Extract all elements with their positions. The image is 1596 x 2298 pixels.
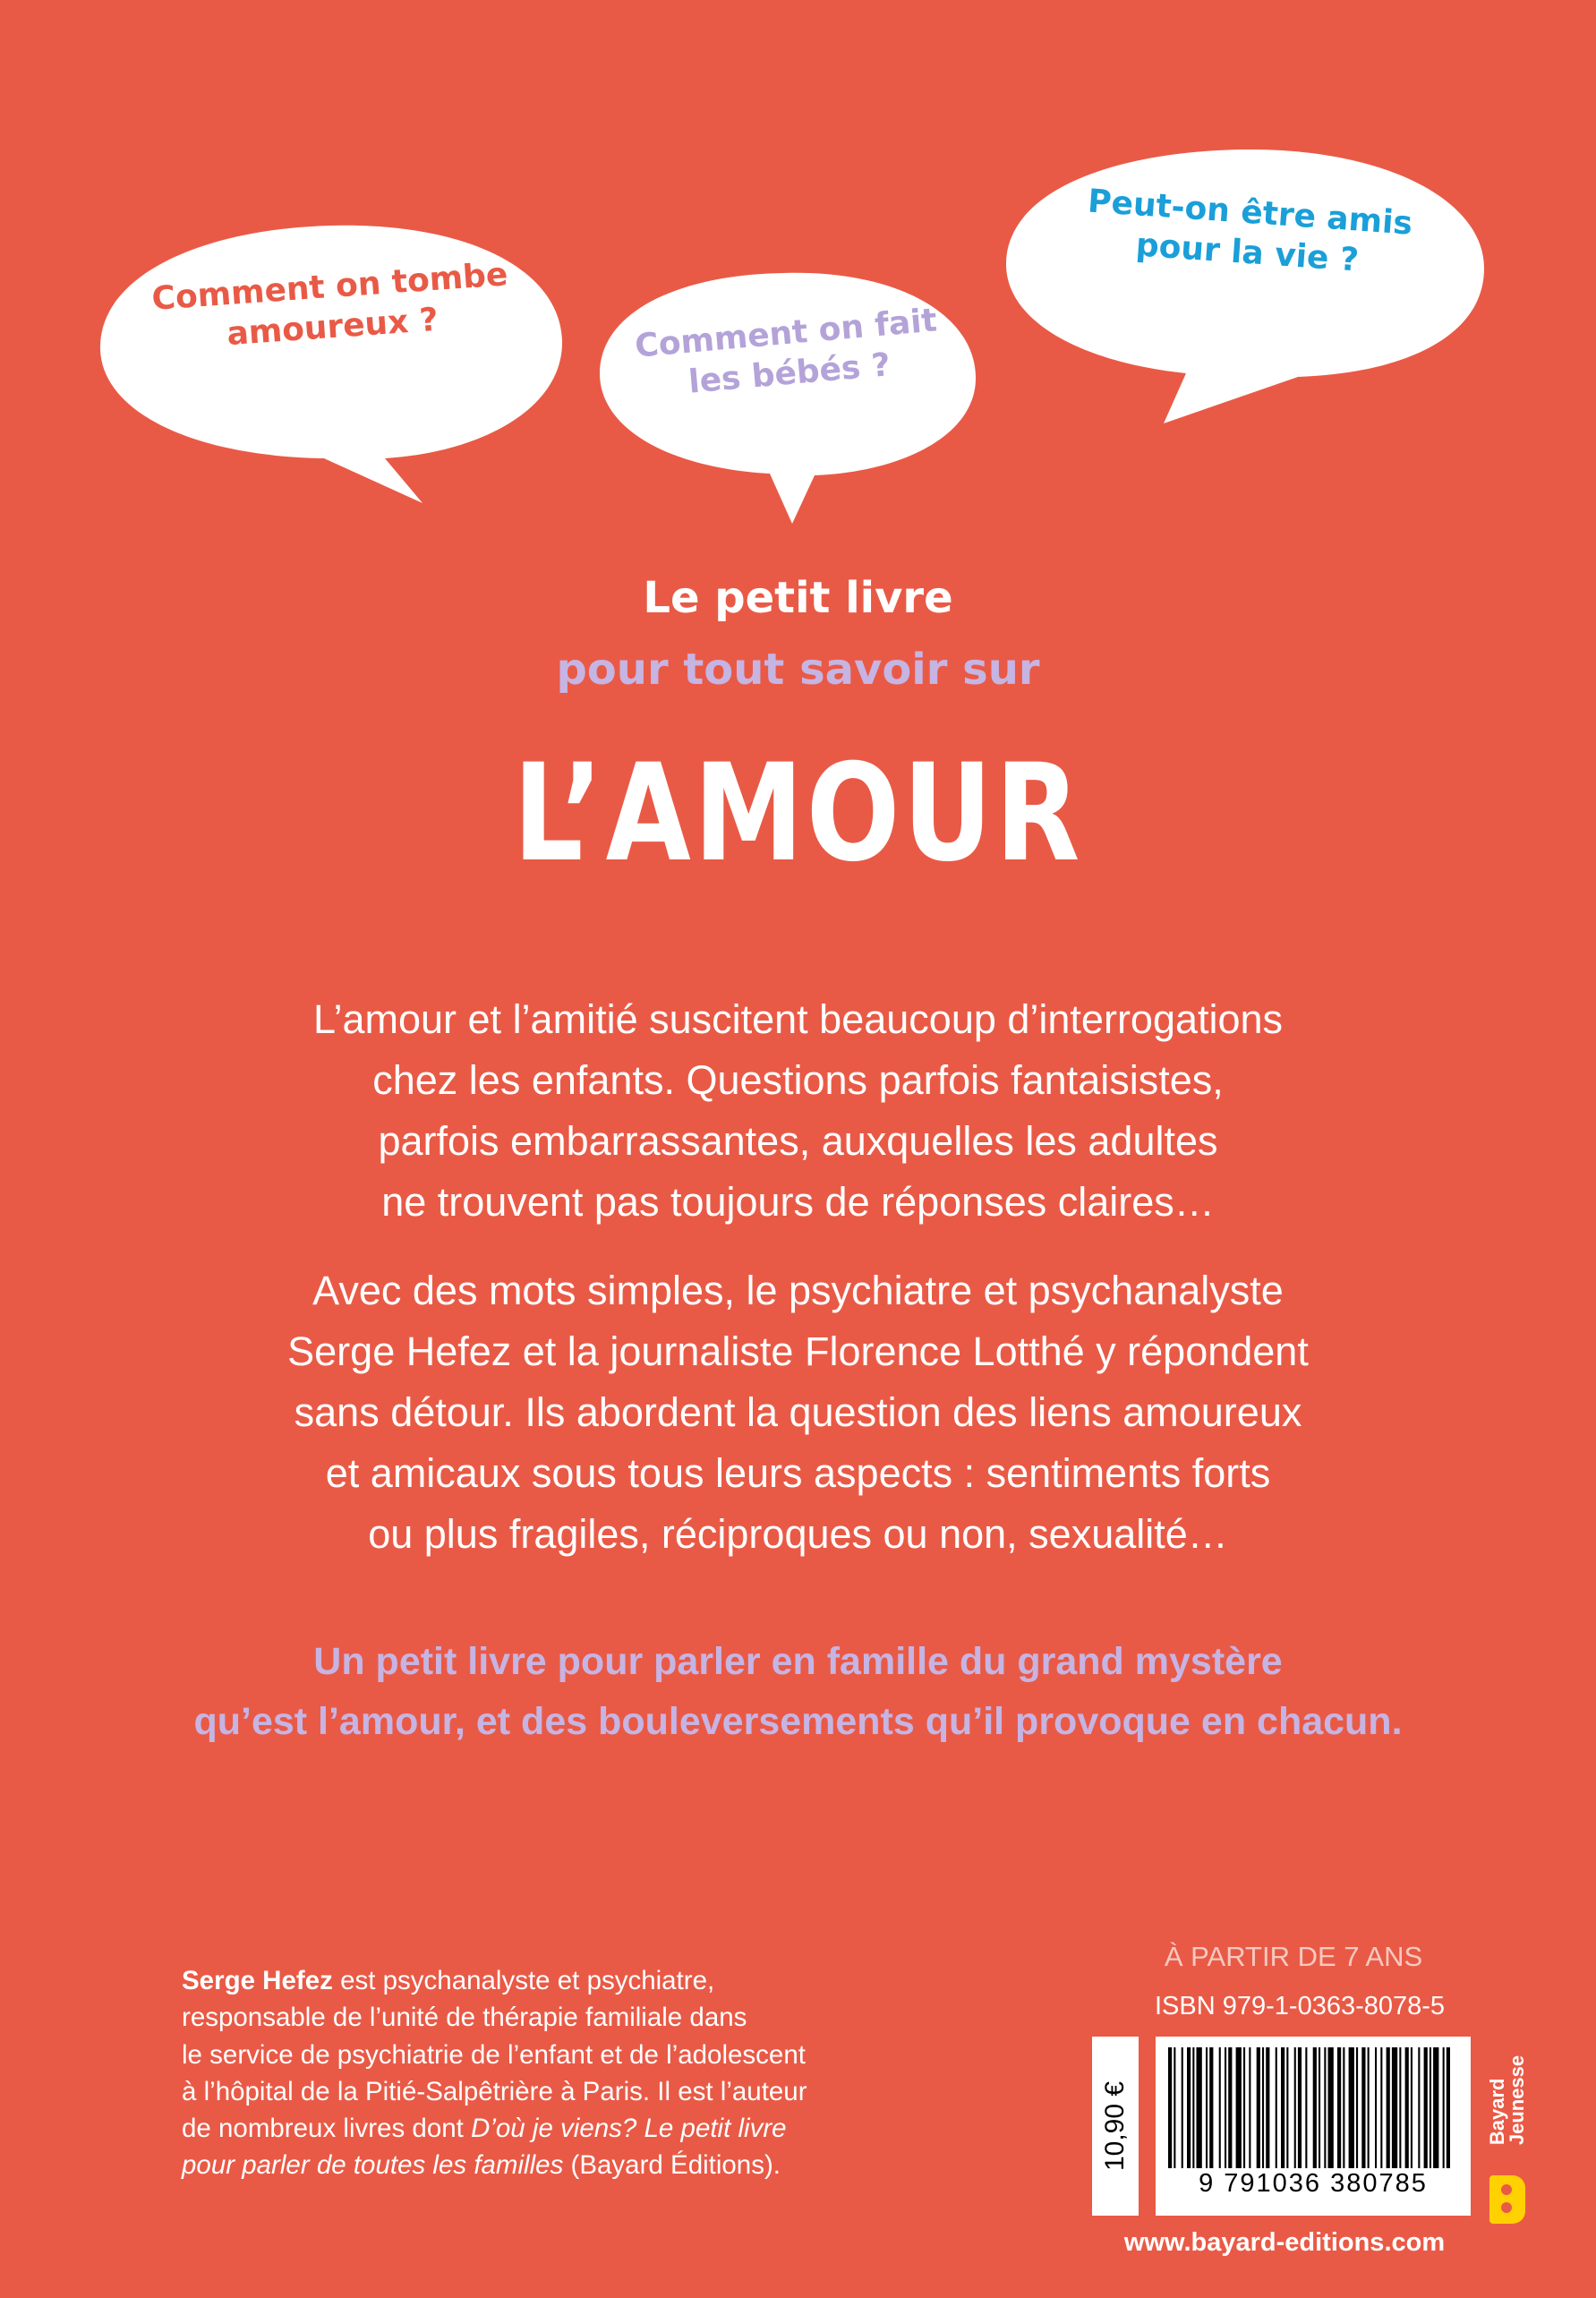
- barcode-bar: [1443, 2047, 1445, 2168]
- price: 10,90 €: [1100, 2080, 1130, 2172]
- barcode-bar: [1228, 2047, 1232, 2168]
- barcode-bar: [1182, 2047, 1183, 2168]
- logo-line-1: Bayard: [1486, 2078, 1508, 2146]
- barcode-bar: [1375, 2047, 1377, 2168]
- barcode-bar: [1236, 2047, 1242, 2168]
- barcode-bar: [1424, 2047, 1428, 2168]
- price-box: [1092, 2037, 1139, 2216]
- barcode-bar: [1209, 2047, 1213, 2168]
- barcode-bar: [1174, 2047, 1175, 2168]
- barcode-bar: [1281, 2047, 1284, 2168]
- barcode-bar: [1430, 2047, 1431, 2168]
- barcode-bar: [1380, 2047, 1382, 2168]
- barcode: [1156, 2037, 1471, 2216]
- bio-book-title: D’où je viens? Le petit livre pour parler de toutes les familles: [182, 2114, 787, 2181]
- barcode-bar: [1313, 2047, 1317, 2168]
- barcode-bar: [1411, 2047, 1413, 2168]
- bio-text-2: (Bayard Éditions).: [563, 2150, 781, 2181]
- barcode-bar: [1298, 2047, 1302, 2168]
- barcode-bar: [1418, 2047, 1420, 2168]
- tagline: Un petit livre pour parler en famille du grand mystère qu’est l’amour, et des bouleversements qu’il provoque en chacun.: [193, 1640, 1403, 1743]
- speech-bubble-2: [591, 264, 985, 533]
- barcode-bar: [1319, 2047, 1320, 2168]
- barcode-bar: [1361, 2047, 1365, 2168]
- logo-line-2: Jeunesse: [1506, 2055, 1528, 2146]
- bio-text-1: est psychanalyste et psychiatre, responsable de l’unité de thérapie familiale dans le service de psychiatrie de l’enfant et de l’adolescent à l’hôpital de la Pitié-Salpêtrière à Paris. Il est l’auteur de nombreux livres dont: [182, 1966, 807, 2144]
- barcode-bar: [1368, 2047, 1370, 2168]
- title-line-1: Le petit livre: [643, 573, 953, 623]
- barcode-bar: [1187, 2047, 1191, 2168]
- barcode-bar: [1405, 2047, 1409, 2168]
- bayard-b-icon: [1489, 2175, 1525, 2224]
- barcode-bar: [1225, 2047, 1226, 2168]
- barcode-bar: [1168, 2047, 1172, 2168]
- age-range: À PARTIR DE 7 ANS: [1164, 1941, 1423, 1972]
- barcode-bar: [1343, 2047, 1344, 2168]
- bubble-question-2: Comment on fait les bébés ?: [633, 302, 939, 401]
- barcode-bar: [1243, 2047, 1245, 2168]
- barcode-bar: [1324, 2047, 1326, 2168]
- barcode-bar: [1294, 2047, 1296, 2168]
- barcode-bars: [1168, 2047, 1458, 2168]
- title-line-2: pour tout savoir sur: [556, 645, 1040, 695]
- logo-text: [1488, 2055, 1527, 2145]
- author-name: Serge Hefez: [182, 1966, 333, 1995]
- barcode-bar: [1305, 2047, 1307, 2168]
- barcode-bar: [1337, 2047, 1341, 2168]
- barcode-bar: [1249, 2047, 1250, 2168]
- barcode-bar: [1276, 2047, 1277, 2168]
- barcode-bar: [1219, 2047, 1221, 2168]
- website-url: www.bayard-editions.com: [1123, 2228, 1446, 2257]
- author-bio: [182, 1962, 987, 2184]
- paragraph-intro: L’amour et l’amitié suscitent beaucoup d’interrogations chez les enfants. Questions parfois fantaisistes, parfois embarrassantes, auxquelles les adultes ne trouvent pas toujours de réponses claires…: [312, 996, 1284, 1225]
- barcode-bar: [1349, 2047, 1354, 2168]
- barcode-bar: [1433, 2047, 1438, 2168]
- barcode-bar: [1392, 2047, 1397, 2168]
- title-main: L’AMOUR: [513, 736, 1083, 892]
- barcode-bar: [1262, 2047, 1264, 2168]
- barcode-bar: [1257, 2047, 1260, 2168]
- barcode-bar: [1387, 2047, 1390, 2168]
- bubble-question-1: Comment on tombe amoureux ?: [150, 256, 509, 354]
- paragraph-description: Avec des mots simples, le psychiatre et psychanalyste Serge Hefez et la journaliste Florence Lotthé y répondent sans détour. Ils abordent la question des liens amoureux et amicaux sous tous leurs aspects : sentiments forts ou plus fragiles, réciproques ou non, sexualité…: [287, 1268, 1309, 1557]
- barcode-number: 9 791036 380785: [1199, 2169, 1428, 2198]
- barcode-bar: [1206, 2047, 1208, 2168]
- barcode-bar: [1197, 2047, 1202, 2168]
- speech-bubble-1: [90, 215, 573, 510]
- barcode-bar: [1356, 2047, 1358, 2168]
- barcode-bar: [1286, 2047, 1288, 2168]
- barcode-bar: [1447, 2047, 1450, 2168]
- barcode-bar: [1399, 2047, 1401, 2168]
- barcode-bar: [1328, 2047, 1334, 2168]
- speech-bubble-3: [994, 139, 1495, 434]
- isbn: ISBN 979-1-0363-8078-5: [1155, 1992, 1446, 2020]
- publisher-logo: [1477, 2025, 1540, 2226]
- bubble-question-3: Peut-on être amis pour la vie ?: [1086, 183, 1414, 279]
- barcode-bar: [1266, 2047, 1269, 2168]
- barcode-bar: [1192, 2047, 1194, 2168]
